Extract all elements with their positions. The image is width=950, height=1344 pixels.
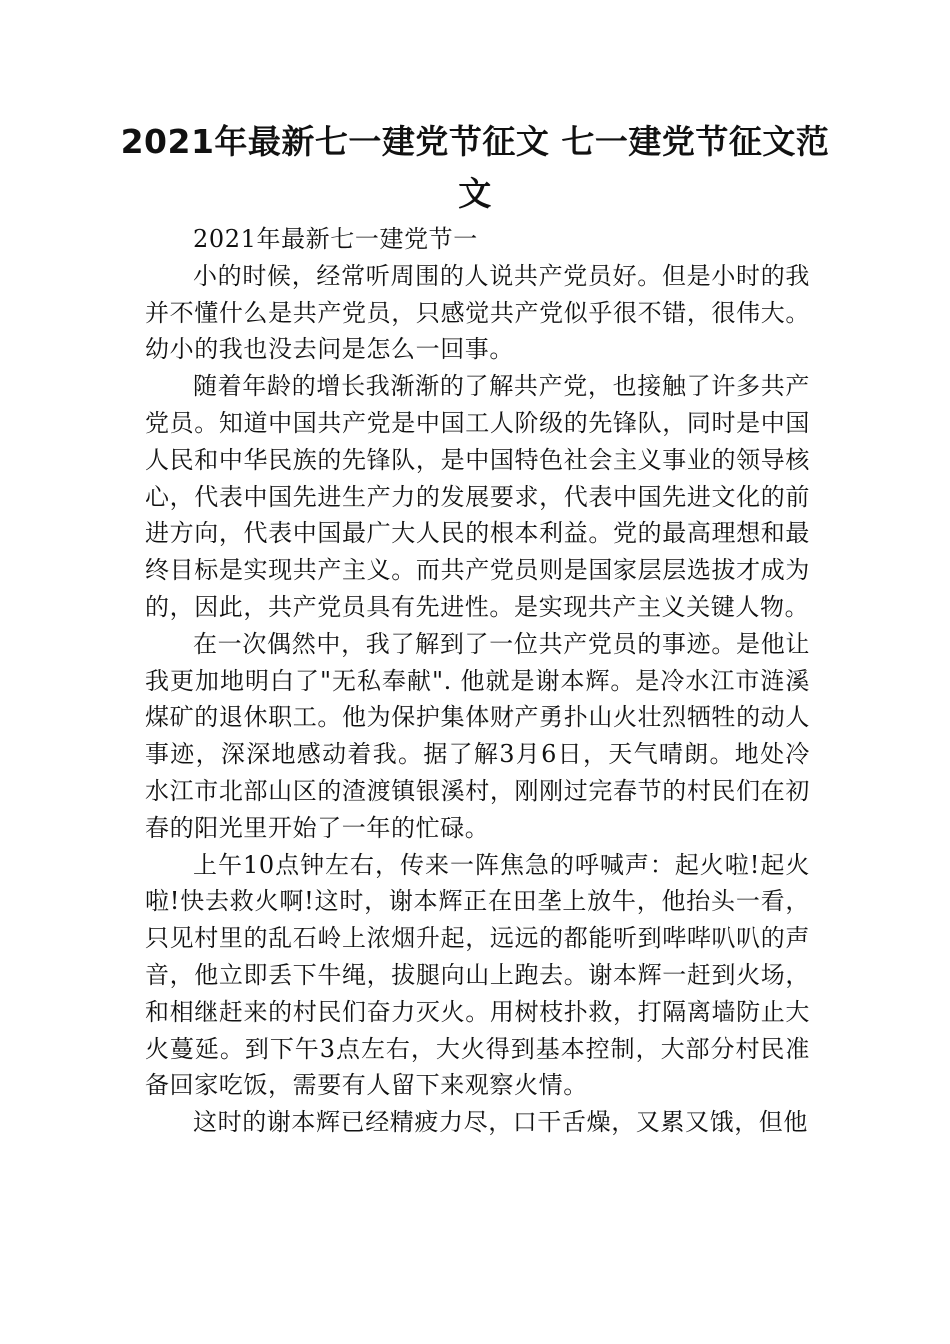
document-body bbox=[145, 221, 810, 1141]
paragraph-2: 小的时候，经常听周围的人说共产党员好。但是小时的我并不懂什么是共产党员，只感觉共产党似乎很不错，很伟大。幼小的我也没去问是怎么一回事。 bbox=[145, 261, 810, 364]
document-title: 2021年最新七一建党节征文 七一建党节征文范文 bbox=[120, 122, 830, 213]
paragraph-1: 2021年最新七一建党节一 bbox=[193, 225, 478, 253]
paragraph-6: 这时的谢本辉已经精疲力尽，口干舌燥，又累又饿，但他 bbox=[193, 1108, 808, 1137]
paragraph-4: 在一次偶然中，我了解到了一位共产党员的事迹。是他让我更加地明白了"无私奉献". 他就是谢本辉。是冷水江市涟溪煤矿的退休职工。他为保护集体财产勇扑山火壮烈牺牲的动人事迹，深深地感动着我。据了解3月6日，天气晴朗。地处冷水江市北部山区的渣渡镇银溪村，刚刚过完春节的村民们在初春的阳光里开始了一年的忙碌。 bbox=[145, 629, 810, 842]
paragraph-5: 上午10点钟左右，传来一阵焦急的呼喊声：起火啦!起火啦!快去救火啊!这时，谢本辉正在田垄上放牛，他抬头一看，只见村里的乱石岭上浓烟升起，远远的都能听到哔哔叭叭的声音，他立即丢下牛绳，拔腿向山上跑去。谢本辉一赶到火场，和相继赶来的村民们奋力灭火。用树枝扑救，打隔离墙防止大火蔓延。到下午3点左右，大火得到基本控制，大部分村民准备回家吃饭，需要有人留下来观察火情。 bbox=[145, 850, 810, 1100]
paragraph-3: 随着年龄的增长我渐渐的了解共产党，也接触了许多共产党员。知道中国共产党是中国工人阶级的先锋队，同时是中国人民和中华民族的先锋队，是中国特色社会主义事业的领导核心，代表中国先进生产力的发展要求，代表中国先进文化的前进方向，代表中国最广大人民的根本利益。党的最高理想和最终目标是实现共产主义。而共产党员则是国家层层选拔才成为的，因此，共产党员具有先进性。是实现共产主义关键人物。 bbox=[145, 372, 810, 621]
